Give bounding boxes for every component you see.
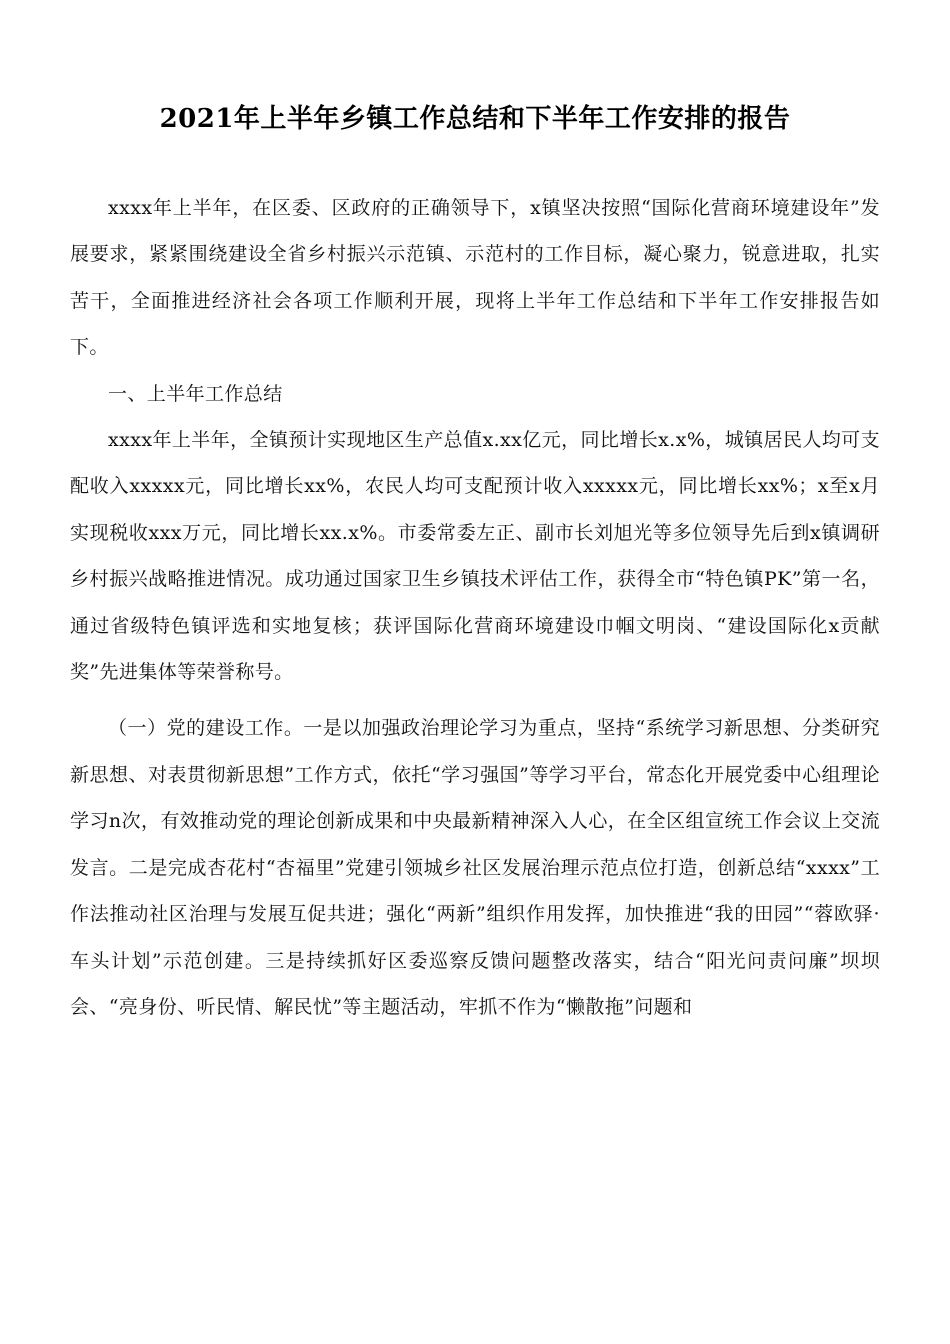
section-heading: 一、上半年工作总结 — [108, 382, 283, 405]
summary-paragraph: xxxx年上半年，全镇预计实现地区生产总值x.xx亿元，同比增长x.x%，城镇居民人均可支配收入xxxxx元，同比增长xx%，农民人均可支配预计收入xxxxx元，同比增长xx%；x至x月实现税收xxx万元，同比增长xx.x%。市委常委左正、副市长刘旭光等多位领导先后到x镇调研乡村振兴战略推进情况。成功通过国家卫生乡镇技术评估工作，获得全市“特色镇PK”第一名，通过省级特色镇评选和实地复核；获评国际化营商环境建设巾帼文明岗、“建设国际化x贡献奖”先进集体等荣誉称号。 — [70, 429, 880, 684]
intro-paragraph: xxxx年上半年，在区委、区政府的正确领导下，x镇坚决按照“国际化营商环境建设年”发展要求，紧紧围绕建设全省乡村振兴示范镇、示范村的工作目标，凝心聚力，锐意进取，扎实苦干，全面推进经济社会各项工作顺利开展，现将上半年工作总结和下半年工作安排报告如下。 — [70, 197, 880, 359]
party-building-paragraph: （一）党的建设工作。一是以加强政治理论学习为重点，坚持“系统学习新思想、分类研究新思想、对表贯彻新思想”工作方式，依托“学习强国”等学习平台，常态化开展党委中心组理论学习n次，有效推动党的理论创新成果和中央最新精神深入人心，在全区组宣统工作会议上交流发言。二是完成杏花村“杏福里”党建引领城乡社区发展治理示范点位打造，创新总结“xxxx”工作法推动社区治理与发展互促共进；强化“两新”组织作用发挥，加快推进“我的田园”“蓉欧驿·车头计划”示范创建。三是持续抓好区委巡察反馈问题整改落实，结合“阳光问责问廉”坝坝会、“亮身份、听民情、解民忧”等主题活动，牢抓不作为“懒散拖”问题和 — [70, 717, 880, 1018]
document-body — [70, 185, 880, 1030]
document-title: 2021年上半年乡镇工作总结和下半年工作安排的报告 — [159, 104, 791, 134]
